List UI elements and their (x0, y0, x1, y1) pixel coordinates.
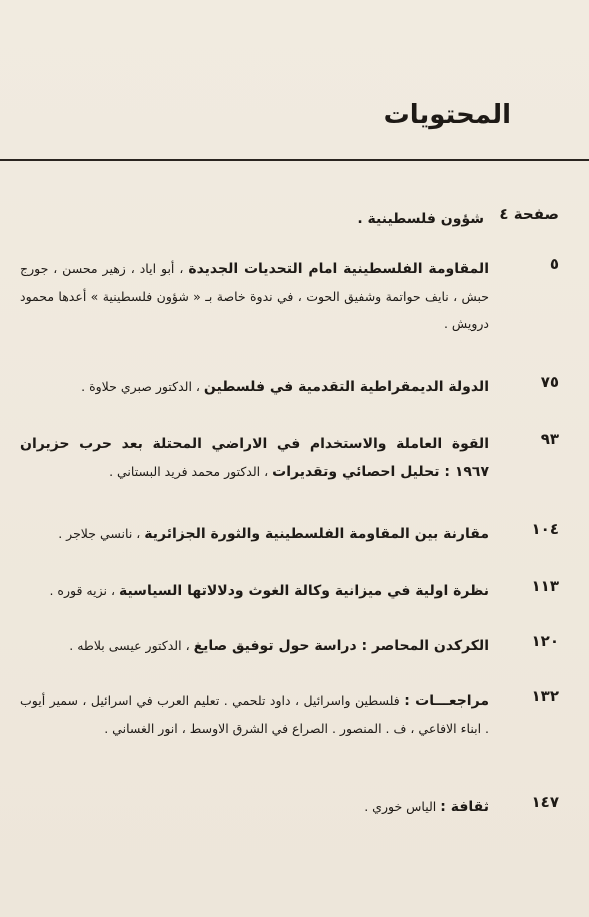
page-number: ١٣٢ (531, 687, 559, 705)
entry-title: شؤون فلسطينية . (357, 211, 484, 227)
entry-details: فلسطين واسرائيل ، داود تلحمي . تعليم العرب في اسرائيل ، سمير أيوب . ابناء الافاعي ، ف . المنصور . الصراع في الشرق الاوسط ، انور الغساني . (20, 693, 489, 736)
entry-title: الدولة الديمقراطية التقدمية في فلسطين (203, 379, 489, 395)
page-number: ١١٣ (531, 577, 559, 595)
entry-details: ، نزيه قوره . (49, 583, 119, 598)
entry-details: ، أبو اياد ، زهير محسن ، جورج حبش ، نايف حواتمة وشفيق الحوت ، في ندوة خاصة بـ « شؤون فلسطينية » أعدها محمود درويش . (20, 261, 489, 331)
page-number: ١٠٤ (531, 520, 559, 538)
entry-title: مراجعـــات : (404, 693, 489, 709)
header-divider (0, 159, 589, 161)
entry-details: ، الدكتور صبري حلاوة . (81, 379, 204, 394)
entry-title: القوة العاملة والاستخدام في الاراضي المحتلة بعد حرب حزيران ١٩٦٧ : تحليل احصائي وتقديرات (20, 436, 489, 480)
page-title: المحتويات (383, 100, 511, 130)
page-number: صفحة ٤ (499, 205, 559, 223)
page-number: ١٤٧ (531, 793, 559, 811)
entry-details: ، الدكتور محمد فريد البستاني . (109, 464, 273, 479)
entry-details: ، نانسي جلاجر . (58, 526, 145, 541)
entry-details: الياس خوري . (364, 799, 441, 814)
entry-title: مقارنة بين المقاومة الفلسطينية والثورة الجزائرية (144, 526, 489, 542)
page-number: ١٢٠ (531, 632, 559, 650)
entry-title: المقاومة الفلسطينية امام التحديات الجديدة (188, 261, 489, 277)
entry-title: ثقافة : (440, 799, 489, 815)
entry-details: ، الدكتور عيسى بلاطه . (69, 638, 194, 653)
entry-title: نظرة اولية في ميزانية وكالة الغوث ودلالاتها السياسية (118, 583, 489, 599)
entry-title: الكركدن المحاصر : دراسة حول توفيق صايغ (193, 638, 489, 654)
page-number: ٩٣ (540, 430, 559, 448)
page-number: ٥ (549, 255, 559, 273)
page-number: ٧٥ (540, 373, 559, 391)
